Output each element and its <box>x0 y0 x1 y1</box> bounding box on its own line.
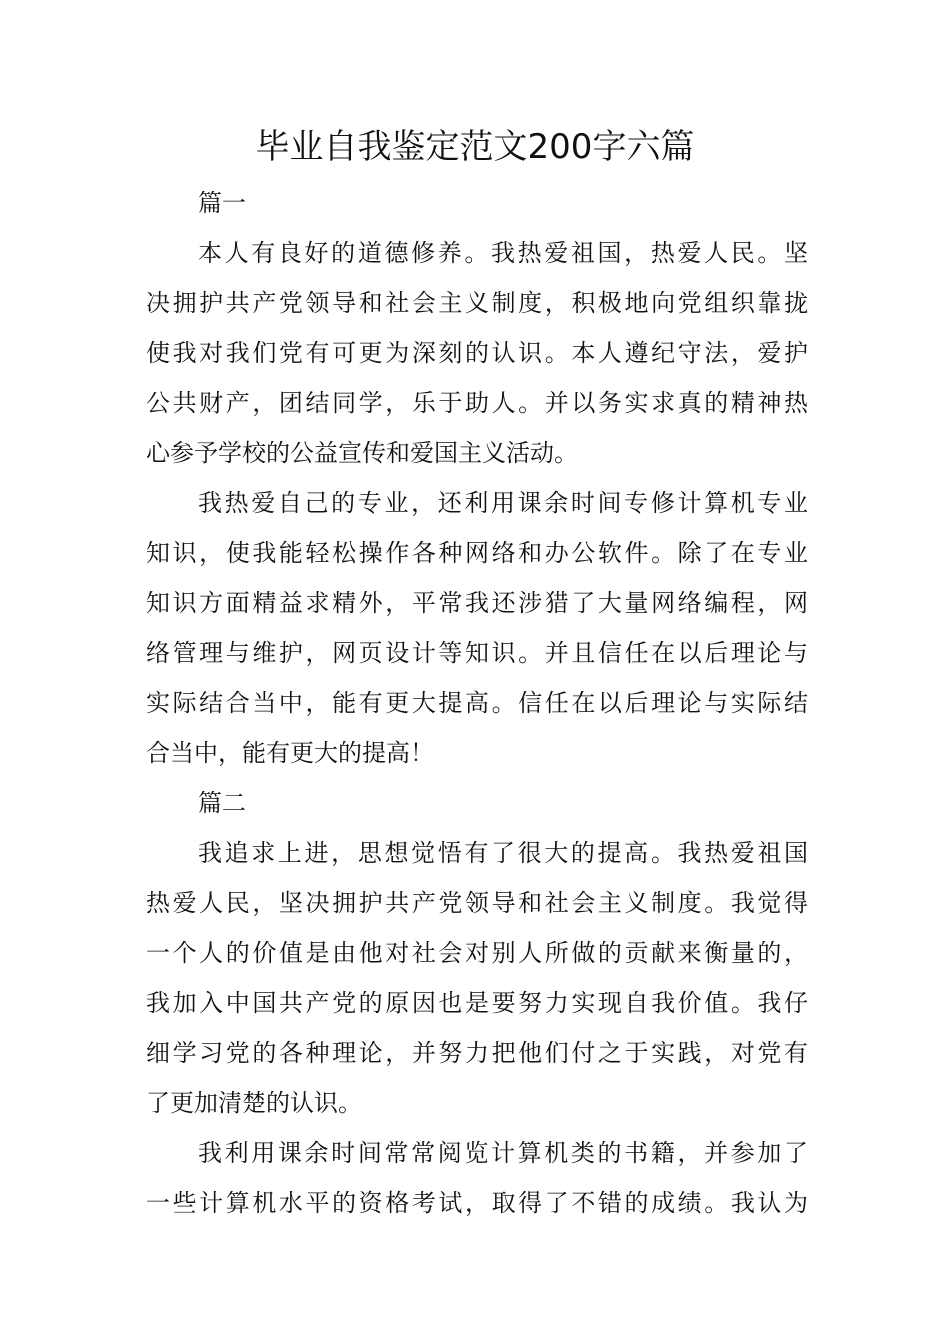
text-line: 我热爱自己的专业，还利用课余时间专修计算机专业 <box>198 489 808 517</box>
section-heading: 篇二 <box>198 789 246 817</box>
text-line: 一些计算机水平的资格考试，取得了不错的成绩。我认为 <box>146 1189 808 1217</box>
section-heading: 篇一 <box>198 189 246 217</box>
text-line: 热爱人民，坚决拥护共产党领导和社会主义制度。我觉得 <box>146 889 808 917</box>
section-2 <box>146 778 808 1228</box>
text-line: 公共财产，团结同学，乐于助人。并以务实求真的精神热 <box>146 389 808 417</box>
section-1 <box>146 178 808 778</box>
text-line: 知识方面精益求精外，平常我还涉猎了大量网络编程，网 <box>146 589 808 617</box>
text-line: 使我对我们党有可更为深刻的认识。本人遵纪守法，爱护 <box>146 339 808 367</box>
paragraph <box>146 1128 808 1228</box>
text-line: 我利用课余时间常常阅览计算机类的书籍，并参加了 <box>198 1139 808 1167</box>
text-line: 我追求上进，思想觉悟有了很大的提高。我热爱祖国 <box>198 839 808 867</box>
document-body <box>146 178 808 1228</box>
text-line: 合当中，能有更大的提高！ <box>146 739 434 767</box>
text-line: 知识，使我能轻松操作各种网络和办公软件。除了在专业 <box>146 539 808 567</box>
paragraph <box>146 478 808 778</box>
text-line: 心参予学校的公益宣传和爱国主义活动。 <box>146 439 578 467</box>
paragraph <box>146 228 808 478</box>
text-line: 细学习党的各种理论，并努力把他们付之于实践，对党有 <box>146 1039 808 1067</box>
text-line: 本人有良好的道德修养。我热爱祖国，热爱人民。坚 <box>198 239 808 267</box>
document-title: 毕业自我鉴定范文200字六篇 <box>255 127 695 167</box>
paragraph <box>146 828 808 1128</box>
text-line: 我加入中国共产党的原因也是要努力实现自我价值。我仔 <box>146 989 808 1017</box>
text-line: 一个人的价值是由他对社会对别人所做的贡献来衡量的， <box>146 939 808 967</box>
text-line: 络管理与维护，网页设计等知识。并且信任在以后理论与 <box>146 639 808 667</box>
text-line: 了更加清楚的认识。 <box>146 1089 362 1117</box>
text-line: 决拥护共产党领导和社会主义制度，积极地向党组织靠拢 <box>146 289 808 317</box>
text-line: 实际结合当中，能有更大提高。信任在以后理论与实际结 <box>146 689 808 717</box>
